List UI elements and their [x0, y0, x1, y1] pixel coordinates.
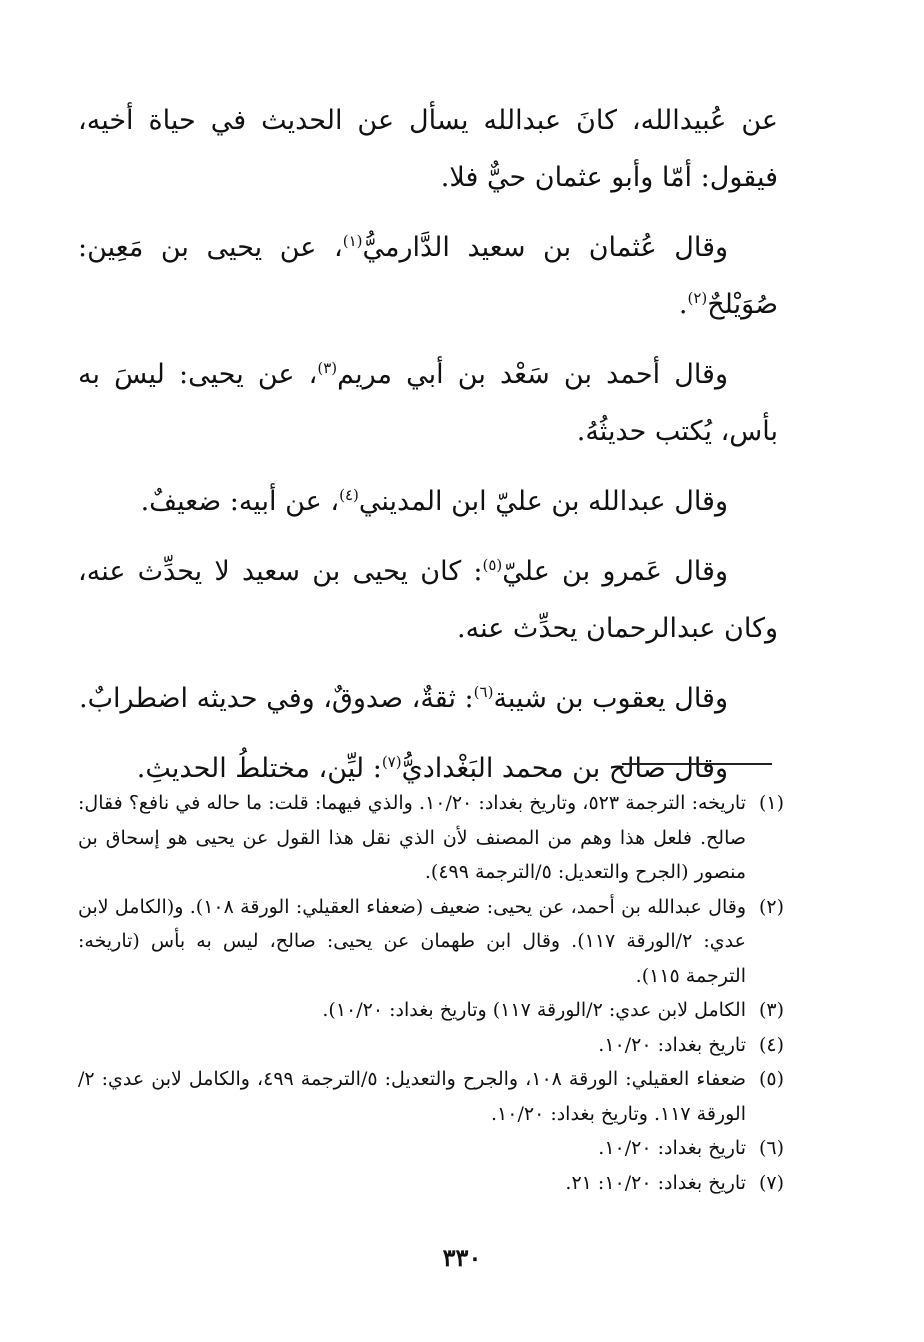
paragraph-5: [78, 543, 778, 657]
footnote-separator: [622, 763, 772, 765]
footnotes: [78, 786, 784, 1200]
paragraph-text: ، عن يحيى: ليسَ به بأس، يُكتب حديثُهُ.: [78, 359, 778, 447]
paragraph-text: وقال عُثمان بن سعيد الدَّارميُّ: [362, 232, 729, 263]
paragraph-4: [78, 473, 778, 530]
footnote-text: تاريخ بغداد: ١٠/٢٠.: [598, 1033, 746, 1056]
footnote-number: (٣): [758, 999, 784, 1021]
paragraph-text: وقال عبدالله بن عليّ ابن المديني: [358, 486, 728, 517]
footnote-5: [78, 1062, 784, 1131]
footnote-ref: (٧): [381, 753, 402, 771]
footnote-text: تاريخ بغداد: ١٠/٢٠.: [598, 1137, 746, 1159]
footnote-1: [78, 786, 784, 890]
main-text: [78, 92, 778, 810]
paragraph-text: : كان يحيى بن سعيد لا يحدِّث عنه، وكان عبدالرحمان يحدِّث عنه.: [78, 556, 778, 644]
footnote-3: [78, 993, 784, 1028]
paragraph-3: [78, 346, 778, 460]
footnote-ref: (٦): [473, 683, 494, 701]
paragraph-text: وقال صالح بن محمد البَغْداديُّ: [401, 753, 728, 784]
footnote-text: ضعفاء العقيلي: الورقة ١٠٨، والجرح والتعديل: ٥/الترجمة ٤٩٩، والكامل لابن عدي: ٢/الورقة ١١٧. وتاريخ بغداد: ١٠/٢٠.: [78, 1068, 746, 1125]
paragraph-text: .: [678, 289, 688, 320]
paragraph-1: [78, 92, 778, 206]
footnote-text: تاريخ بغداد: ١٠/٢٠: ٢١.: [565, 1171, 746, 1194]
footnote-number: (١): [758, 792, 784, 814]
paragraph-text: : ليِّن، مختلطُ الحديثِ.: [136, 753, 382, 784]
page-number: ٣٣٠: [442, 1243, 482, 1272]
paragraph-text: عن عُبيدالله، كانَ عبدالله يسأل عن الحديث في حياة أخيه، فيقول: أمّا وأبو عثمان حيٌّ فلا.: [78, 105, 778, 193]
paragraph-text: ، عن أبيه: ضعيفٌ.: [140, 486, 340, 517]
footnote-6: [78, 1131, 784, 1166]
footnote-number: (٥): [758, 1068, 784, 1090]
footnote-ref: (١): [342, 232, 363, 250]
footnote-number: (٧): [758, 1171, 784, 1194]
paragraph-text: وقال أحمد بن سَعْد بن أبي مريم: [337, 359, 728, 390]
footnote-ref: (٢): [687, 289, 708, 307]
paragraph-text: ، عن يحيى بن مَعِين: صُوَيْلحٌ: [78, 232, 778, 320]
footnote-2: [78, 890, 784, 994]
paragraph-6: [78, 670, 778, 727]
footnote-ref: (٣): [317, 359, 338, 377]
footnote-number: (٦): [758, 1137, 784, 1159]
footnote-number: (٢): [758, 895, 784, 918]
footnote-text: تاريخه: الترجمة ٥٢٣، وتاريخ بغداد: ١٠/٢٠. والذي فيهما: قلت: ما حاله في نافع؟ فقال: صالح. فلعل هذا وهم من المصنف لأن الذي نقل هذا القول عن يحيى هو إسحاق بن منصور (الجرح والتعديل: ٥/الترجمة ٤٩٩).: [78, 792, 746, 883]
footnote-4: [78, 1028, 784, 1063]
footnote-ref: (٥): [482, 556, 503, 574]
paragraph-text: وقال عَمرو بن عليّ: [502, 556, 728, 587]
paragraph-text: وقال يعقوب بن شيبة: [493, 683, 728, 714]
footnote-text: وقال عبدالله بن أحمد، عن يحيى: ضعيف (ضعفاء العقيلي: الورقة ١٠٨). و(الكامل لابن عدي: ٢/الورقة ١١٧). وقال ابن طهمان عن يحيى: صالح، ليس به بأس (تاريخه: الترجمة ١١٥).: [78, 895, 746, 987]
footnote-ref: (٤): [339, 486, 359, 504]
footnote-7: [78, 1166, 784, 1201]
paragraph-text: : ثقةٌ، صدوقٌ، وفي حديثه اضطرابٌ.: [79, 683, 474, 714]
paragraph-2: [78, 219, 778, 333]
footnote-number: (٤): [758, 1033, 784, 1056]
footnote-text: الكامل لابن عدي: ٢/الورقة ١١٧) وتاريخ بغداد: ١٠/٢٠).: [322, 999, 746, 1021]
